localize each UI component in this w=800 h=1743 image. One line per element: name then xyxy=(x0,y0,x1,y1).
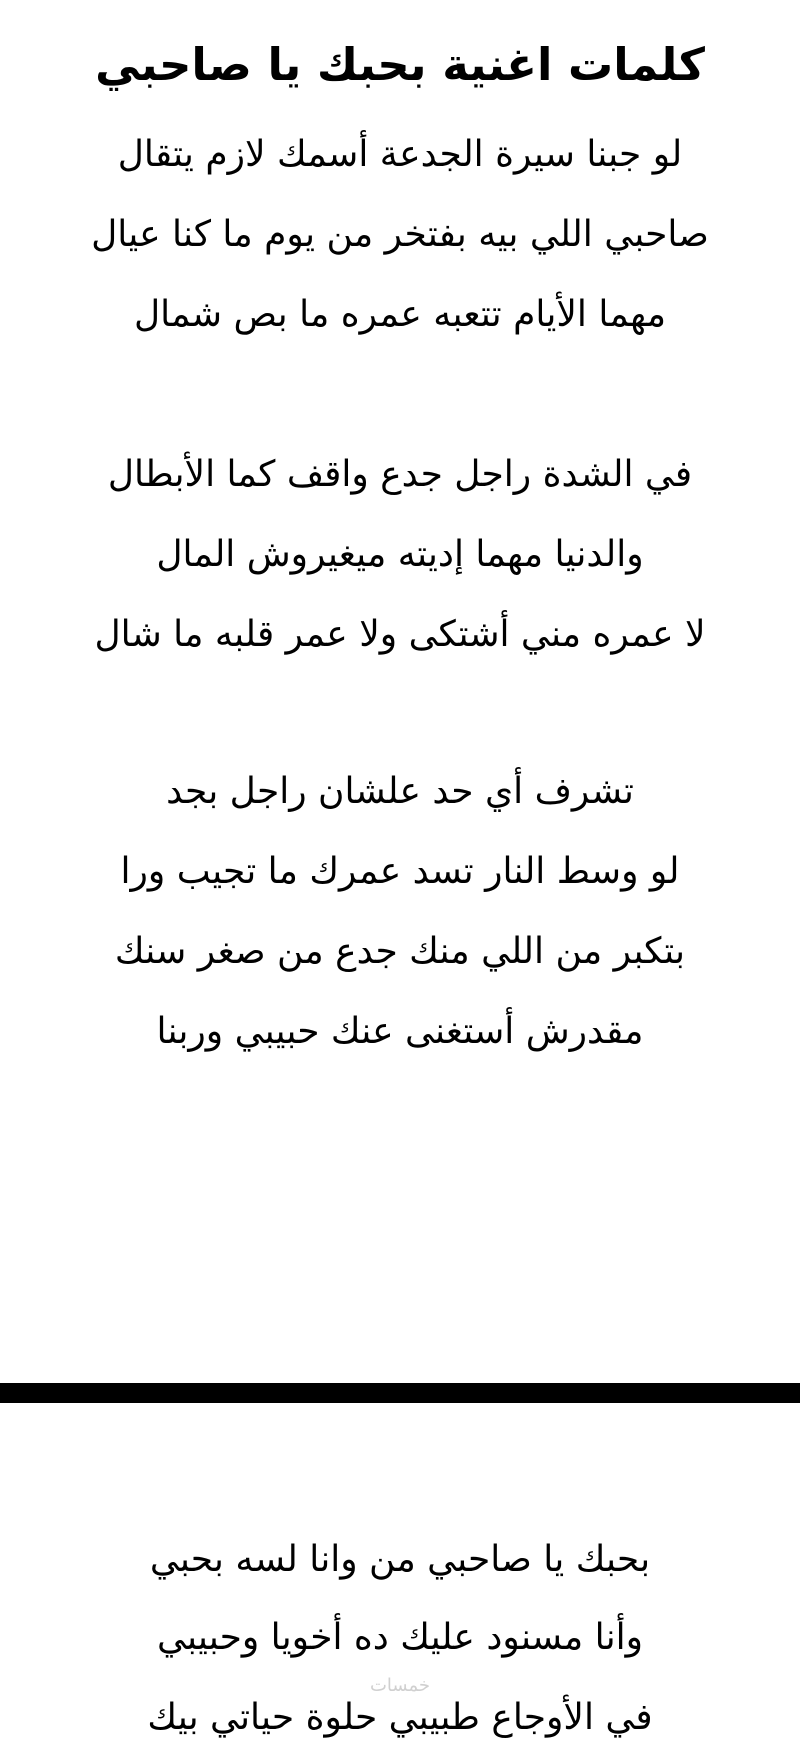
page-divider xyxy=(0,1383,800,1403)
lyric-line: في الشدة راجل جدع واقف كما الأبطال xyxy=(107,454,693,495)
lyric-line: بتكبر من اللي منك جدع من صغر سنك xyxy=(114,931,686,972)
lyric-line: لا عمره مني أشتكى ولا عمر قلبه ما شال xyxy=(94,614,706,655)
lyric-line: في الأوجاع طبيبي حلوة حياتي بيك xyxy=(147,1697,653,1738)
lyric-line: بحبك يا صاحبي من وانا لسه بحبي xyxy=(149,1539,651,1580)
lyric-line: صاحبي اللي بيه بفتخر من يوم ما كنا عيال xyxy=(91,214,709,255)
lyric-line: مقدرش أستغنى عنك حبيبي وربنا xyxy=(156,1011,644,1052)
lyric-line: لو جبنا سيرة الجدعة أسمك لازم يتقال xyxy=(117,134,683,175)
lyric-line: تشرف أي حد علشان راجل بجد xyxy=(166,771,634,812)
lyric-line: مهما الأيام تتعبه عمره ما بص شمال xyxy=(133,294,667,335)
watermark: خمسات xyxy=(369,1675,431,1696)
page-title: كلمات اغنية بحبك يا صاحبي xyxy=(95,38,705,91)
lyric-line: وأنا مسنود عليك ده أخويا وحبيبي xyxy=(156,1617,644,1658)
lyric-line: لو وسط النار تسد عمرك ما تجيب ورا xyxy=(120,851,680,892)
lyric-line: والدنيا مهما إديته ميغيروش المال xyxy=(156,534,644,575)
